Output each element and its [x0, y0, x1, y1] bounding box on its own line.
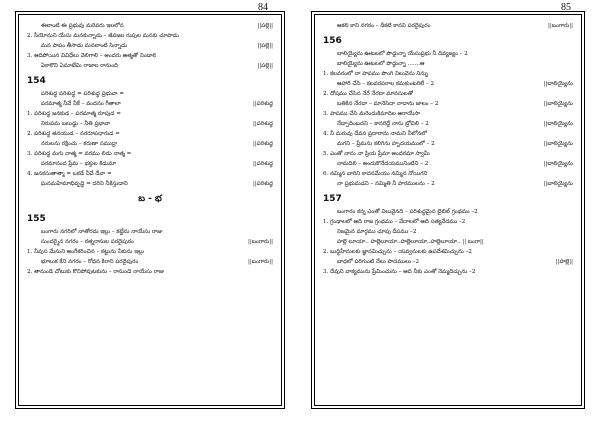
lyric-text: బాలియ్యైను ఊటలలో పొద్దున్నా యేసుప్రభు నీ దివ్యజ్యం – 2: [337, 51, 468, 57]
song-number: 155: [27, 214, 46, 224]
refrain-tag: ||పరిశుద్ధ: [252, 141, 273, 147]
song-number: 154: [27, 76, 46, 86]
lyric-text: బాలియ్యైను ఊటలలో పొద్దున్నా .......ఆ: [337, 61, 425, 67]
lyric-line: [27, 109, 273, 119]
lyric-line: [323, 109, 573, 119]
lyric-text: 4. నీ మరువు దేవన ప్రదారాను నామని నీలోనలో: [323, 131, 427, 137]
alphabet-section-title: బ - భ: [138, 194, 162, 204]
lyric-text: 2. దోషము చేసిన నేరే నేరదా మానసులతో: [323, 91, 414, 97]
lyric-line: [27, 89, 273, 99]
lyric-line: [323, 129, 573, 139]
song-number: 156: [323, 36, 342, 46]
lyric-line: [27, 119, 273, 129]
refrain-tag: ||పరిశుద్ధ: [252, 121, 273, 127]
lyric-line: [323, 139, 573, 149]
lyric-text: 2. బుద్ధిహీనులకు జ్ఞానమిచ్చును – యవ్వనులకు ఉపదేశమిచ్చును –2: [323, 249, 472, 255]
lyric-text: ఆకలి కాని నగరం – దీకటి కానని పరదైపురం: [337, 23, 431, 29]
lyric-line: [323, 227, 573, 237]
lyric-text: పరమానంద ప్రేమ – భక్తుల కిడుమా: [41, 161, 117, 167]
lyric-line: [27, 227, 273, 237]
lyric-line: [27, 149, 273, 159]
refrain-tag: ||బాలియ్యైను: [543, 141, 573, 147]
lyric-line: [323, 237, 573, 247]
lyric-text: ఘనమహిమాభివృద్ధి = దరిని నీకిస్తుడాని: [41, 181, 128, 187]
lyric-text: ఏకాకొని ఏమాటేమి రాజాల రానుంది: [41, 63, 119, 69]
lyric-line: [27, 237, 273, 247]
lyric-text: మన పాపం తీసాడు మనలాంటి సిన్నాడు: [41, 43, 128, 49]
lyric-line: [323, 59, 573, 69]
lyric-line: [323, 21, 573, 31]
lyric-text: 1. కలవరంలో నా పాపము పొంగి నిలువెను నిన్ను: [323, 71, 428, 77]
lyric-line: [27, 129, 273, 139]
lyric-text: 3. పాపము చేసి మరెందుకిమాదిల ఆరాయేసా: [323, 111, 421, 117]
lyric-text: సుందర్మైన నగరం – రత్నరాసుల పరదైపురం: [41, 239, 134, 245]
page-number-right: 85: [561, 2, 571, 13]
lyric-text: 5. ఎంతో నాను నా ప్రియ ప్రేమా అందరమా స్వామీ: [323, 151, 430, 157]
lyric-line: [27, 31, 273, 41]
page-number-left: 84: [258, 2, 268, 13]
lyric-text: నామదిలి – అందుకొనేదయమునింటిని – 2: [337, 161, 429, 167]
lyric-line: [27, 61, 273, 71]
lyric-line: [27, 179, 273, 189]
refrain-tag: ||బంగారు||: [548, 23, 573, 29]
lyric-line: [323, 89, 573, 99]
lyric-line: [27, 51, 273, 61]
song-number: 157: [323, 194, 342, 204]
lyric-line: [27, 21, 273, 31]
left-page: [18, 14, 282, 406]
lyric-line: [323, 69, 573, 79]
lyric-text: ఆహారి చేసి – కలవరపరాల కమకుంటరిలే – 2: [337, 81, 435, 87]
lyric-line: [27, 159, 273, 169]
lyric-line: [323, 207, 573, 217]
lyric-line: [27, 257, 273, 267]
refrain-tag: ||బంగారు||: [248, 239, 273, 245]
lyric-line: [323, 169, 573, 179]
lyric-line: [27, 99, 273, 109]
lyric-text: పరమాత్మ నీవే నీకే – వందనం గీతాలా: [41, 101, 121, 107]
lyric-line: [323, 159, 573, 169]
lyric-line: [323, 217, 573, 227]
refrain-tag: ||బంగారు||: [248, 259, 273, 265]
lyric-text: 2. పరిశుద్ధ తనయుడ – నరరూపధారుడ =: [27, 131, 120, 137]
lyric-line: [323, 49, 573, 59]
lyric-text: 3. పరిశుద్ధ మగు నాత్మ = వరము లిడు నాత్మ =: [27, 151, 132, 157]
lyric-text: 1. నీవుస మేసుని అంగీకరించిన – కట్టును నీకును ఇల్లు: [27, 249, 145, 255]
lyric-text: నేడ్పాదింబదని – కానరిద్దే నాను బ్రోచిలి – 2: [337, 121, 429, 127]
lyric-text: పరిశుద్ధ పరిశుద్ధ = పరిశుద్ధ ప్రభువా =: [41, 91, 125, 97]
lyric-text: 2. సీయోనుని యేసు మనకున్నాడు – జీవజల రుపుల మనకు చూపాడు: [27, 33, 179, 39]
lyric-text: నిరుపమ బలుడ్డు – నీతి ప్రభావా: [41, 121, 111, 127]
lyric-text: 3. ఆదిపోయిన వివిధేలు వెలిగాలి – అందరు ఆత్మతో నిండాలి: [27, 53, 157, 59]
lyric-line: [323, 179, 573, 189]
lyric-text: 6. నమ్మిన వారిని కాదనమేయు నమ్మిన నోయిగని: [323, 171, 428, 177]
lyric-text: 1. గ్రంథాలలో ఆది రాజ గ్రంథము – వేదాలలో ఆది సత్యవేదము –2: [323, 219, 466, 225]
lyric-line: [323, 267, 573, 277]
lyric-line: [27, 247, 273, 257]
refrain-tag: ||పరిశుద్ధ: [252, 181, 273, 187]
right-page: [314, 14, 582, 406]
lyric-line: [323, 119, 573, 129]
lyric-line: [27, 267, 273, 277]
lyric-text: 4. జనకసుతాత్మా = ఒకడే నీవే దేవా =: [27, 171, 112, 177]
lyric-line: [323, 257, 573, 267]
lyric-text: బతికిన నేరదా – మానెసిదా నాదాను జాలం – 2: [337, 101, 439, 107]
refrain-tag: ||బాలియ్యైను: [543, 101, 573, 107]
lyric-text: నిజమైన మార్గము చూపు దీపము –2: [337, 229, 417, 235]
refrain-tag: ||బాలియ్యైను: [543, 161, 573, 167]
refrain-tag: ||బాలియ్యైను: [543, 121, 573, 127]
lyric-line: [27, 169, 273, 179]
lyric-text: ఈలాంటి ఈ ప్రభువు మరెవరు ఇలలోన: [41, 23, 124, 29]
lyric-line: [27, 41, 273, 51]
lyric-line: [323, 79, 573, 89]
lyric-text: బంగారం కన్న ఎంతో విలువైనది – పరిశుద్ధమైన బైబిల్ గ్రంథము –2: [337, 209, 478, 215]
refrain-tag: ||పల్లె||: [257, 43, 273, 49]
refrain-tag: ||పల్లె||: [257, 23, 273, 29]
lyric-text: 1. పరిశుద్ధ జనకుడ – పరమాత్మ రూపుడ =: [27, 111, 121, 117]
lyric-text: భూలుక కేని నగరం – రోధన కిరాని పరదైపురం: [41, 259, 139, 265]
lyric-text: బంగారు నగరిలో నాతోరదు ఇల్లు – కట్టేను నాయేసు రాజు: [41, 229, 163, 235]
lyric-text: బాధలో పరిగుంటి నేలు పాదములు –2: [337, 259, 420, 265]
lyric-line: [323, 99, 573, 109]
lyric-text: హల్లె లూయా.. హల్లెలూయా..హల్లెలూయా..హల్లెలూయా.. || బంగా||: [337, 239, 484, 245]
lyric-text: నరులను రక్షించు – కరుణా సముద్రా: [41, 141, 118, 147]
lyric-line: [27, 139, 273, 149]
lyric-line: [323, 149, 573, 159]
lyric-text: 3. దేవుని వాక్యమును ప్రేమించును – ఆది నీకు ఎంతో నెమ్మదిచ్చును –2: [323, 269, 476, 275]
refrain-tag: ||పరిశుద్ధ: [252, 161, 273, 167]
refrain-tag: ||బాలియ్యైను: [543, 181, 573, 187]
lyric-text: నా ప్రభుమడని – నమ్మితి నీ పారములను – 2: [337, 181, 435, 187]
refrain-tag: ||పరిశుద్ధ: [252, 101, 273, 107]
refrain-tag: ||బాలియ్యైను: [543, 81, 573, 87]
lyric-text: 2. తానుండె చోటుకు కొనిపోవుటకును – రానుండె నాయేసు రాజు: [27, 269, 165, 275]
refrain-tag: ||హల్లె||: [555, 259, 573, 265]
lyric-line: [323, 247, 573, 257]
refrain-tag: ||పల్లె||: [257, 63, 273, 69]
lyric-text: మగని – ప్రేమను కలిగిను హృదయములో – 2: [337, 141, 435, 147]
